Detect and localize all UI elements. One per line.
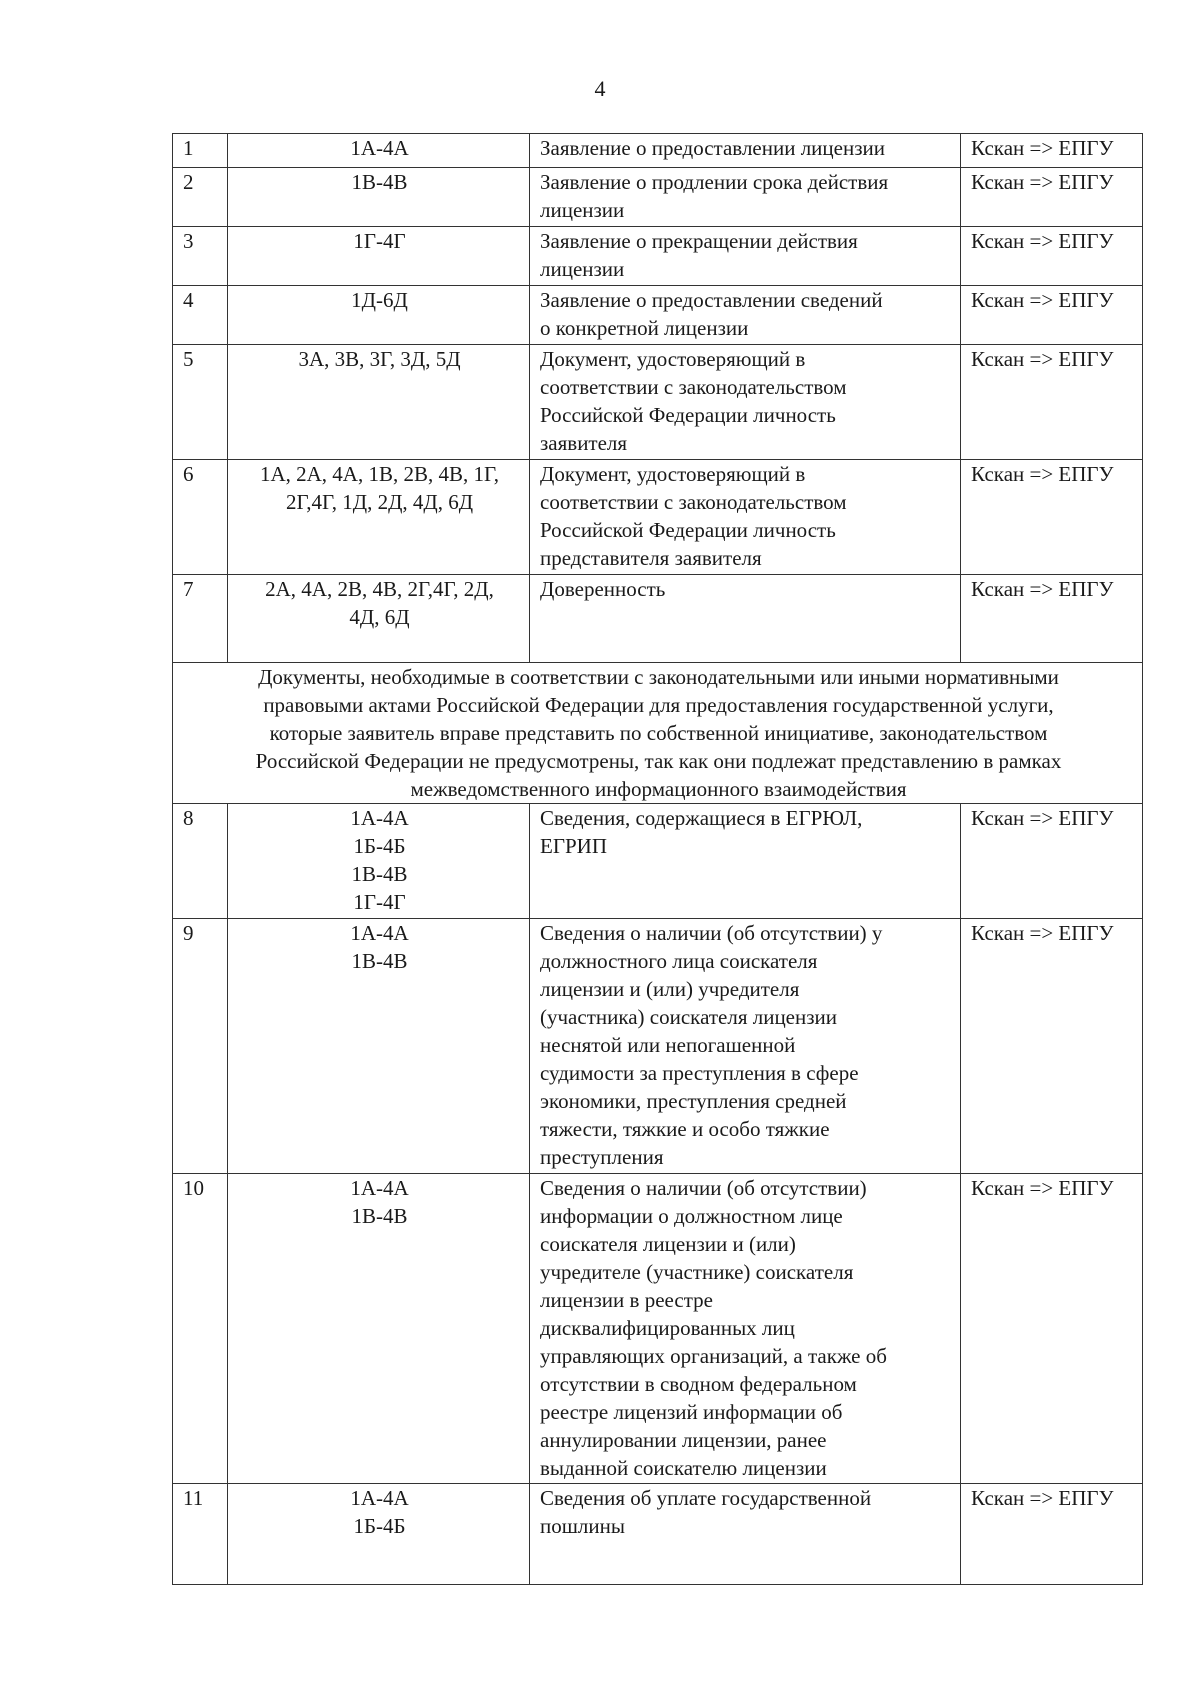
applicable-codes — [228, 345, 530, 460]
document-name — [530, 345, 961, 460]
page-number: 4 — [594, 76, 606, 101]
submission-format: Кскан => ЕПГУ — [961, 460, 1143, 575]
code-line: 1Г-4Г — [353, 890, 406, 914]
table-section — [173, 663, 1143, 804]
submission-format: Кскан => ЕПГУ — [961, 227, 1143, 286]
document-name-line: судимости за преступления в сфере — [540, 1061, 859, 1085]
table-row — [173, 227, 1143, 286]
submission-format: Кскан => ЕПГУ — [961, 919, 1143, 1174]
submission-format: Кскан => ЕПГУ — [961, 1484, 1143, 1585]
document-name — [530, 460, 961, 575]
document-name-line: аннулировании лицензии, ранее — [540, 1428, 827, 1452]
code-line: 1А-4А — [350, 136, 409, 160]
document-name — [530, 227, 961, 286]
document-name-line: лицензии в реестре — [540, 1288, 713, 1312]
document-name-line: о конкретной лицензии — [540, 316, 749, 340]
document-name-line: соответствии с законодательством — [540, 375, 847, 399]
code-line: 1Б-4Б — [353, 1514, 406, 1538]
document-name-line: учредителе (участнике) соискателя — [540, 1260, 854, 1284]
document-name-line: должностного лица соискателя — [540, 949, 818, 973]
row-number: 5 — [173, 345, 228, 460]
document-name-line: представителя заявителя — [540, 546, 762, 570]
document-name-line: неснятой или непогашенной — [540, 1033, 796, 1057]
code-line: 1Г-4Г — [353, 229, 406, 253]
row-number: 10 — [173, 1174, 228, 1484]
document-name — [530, 919, 961, 1174]
applicable-codes — [228, 134, 530, 168]
applicable-codes — [228, 1174, 530, 1484]
table-row — [173, 345, 1143, 460]
code-line: 1А-4А — [350, 1486, 409, 1510]
document-name-line: заявителя — [540, 431, 628, 455]
submission-format: Кскан => ЕПГУ — [961, 286, 1143, 345]
row-number: 11 — [173, 1484, 228, 1585]
applicable-codes — [228, 227, 530, 286]
applicable-codes — [228, 919, 530, 1174]
document-name-line: лицензии — [540, 257, 625, 281]
document-name-line: информации о должностном лице — [540, 1204, 843, 1228]
document-name-line: Российской Федерации личность — [540, 518, 836, 542]
code-line: 2Г,4Г, 1Д, 2Д, 4Д, 6Д — [285, 490, 474, 514]
code-line: 1Б-4Б — [353, 834, 406, 858]
row-number: 8 — [173, 804, 228, 919]
document-name-line: управляющих организаций, а также об — [540, 1344, 887, 1368]
document-name-line: Сведения об уплате государственной — [540, 1486, 872, 1510]
table-row — [173, 286, 1143, 345]
document-name-line: реестре лицензий информации об — [540, 1400, 843, 1424]
table-row — [173, 804, 1143, 919]
table-row — [173, 460, 1143, 575]
applicable-codes — [228, 286, 530, 345]
document-name-line: (участника) соискателя лицензии — [540, 1005, 838, 1029]
code-line: 4Д, 6Д — [349, 605, 410, 629]
section-header — [173, 663, 1143, 804]
applicable-codes — [228, 168, 530, 227]
document-name-line: экономики, преступления средней — [540, 1089, 847, 1113]
document-name — [530, 1174, 961, 1484]
code-line: 1В-4В — [351, 862, 408, 886]
document-name-line: дисквалифицированных лиц — [540, 1316, 795, 1340]
table-row — [173, 575, 1143, 663]
table-row — [173, 1174, 1143, 1484]
document-name — [530, 286, 961, 345]
table-row — [173, 134, 1143, 168]
row-number: 6 — [173, 460, 228, 575]
document-name-line: преступления — [540, 1145, 664, 1169]
document-name-line: Сведения о наличии (об отсутствии) у — [540, 921, 883, 945]
document-name-line: выданной соискателю лицензии — [540, 1456, 827, 1480]
document-name-line: ЕГРИП — [540, 834, 607, 858]
document-name-line: Документ, удостоверяющий в — [540, 347, 806, 371]
submission-format: Кскан => ЕПГУ — [961, 575, 1143, 663]
row-number: 3 — [173, 227, 228, 286]
applicable-codes — [228, 1484, 530, 1585]
applicable-codes — [228, 575, 530, 663]
row-number: 9 — [173, 919, 228, 1174]
section-header-row — [173, 663, 1143, 804]
document-name — [530, 575, 961, 663]
code-line: 1Д-6Д — [351, 288, 408, 312]
document-name-line: Заявление о продлении срока действия — [540, 170, 889, 194]
code-line: 1В-4В — [351, 949, 408, 973]
row-number: 4 — [173, 286, 228, 345]
document-name-line: Заявление о предоставлении сведений — [540, 288, 883, 312]
document-name — [530, 1484, 961, 1585]
code-line: 1А, 2А, 4А, 1В, 2В, 4В, 1Г, — [259, 462, 500, 486]
documents-table — [172, 133, 1143, 1585]
table-row — [173, 168, 1143, 227]
document-name-line: лицензии и (или) учредителя — [540, 977, 800, 1001]
code-line: 1А-4А — [350, 921, 409, 945]
code-line: 2А, 4А, 2В, 4В, 2Г,4Г, 2Д, — [265, 577, 494, 601]
document-name-line: Документ, удостоверяющий в — [540, 462, 806, 486]
submission-format: Кскан => ЕПГУ — [961, 134, 1143, 168]
document-name-line: Заявление о предоставлении лицензии — [540, 136, 885, 160]
section-header-line: Документы, необходимые в соответствии с законодательными или иными нормативными — [258, 665, 1059, 689]
table-body-bottom — [173, 804, 1143, 1585]
section-header-line: межведомственного информационного взаимодействия — [410, 777, 907, 801]
submission-format: Кскан => ЕПГУ — [961, 168, 1143, 227]
row-number: 2 — [173, 168, 228, 227]
document-name — [530, 168, 961, 227]
section-header-line: которые заявитель вправе представить по собственной инициативе, законодательством — [269, 721, 1048, 745]
submission-format: Кскан => ЕПГУ — [961, 804, 1143, 919]
code-line: 1А-4А — [350, 1176, 409, 1200]
applicable-codes — [228, 460, 530, 575]
document-name-line: Сведения о наличии (об отсутствии) — [540, 1176, 867, 1200]
applicable-codes — [228, 804, 530, 919]
code-line: 3А, 3В, 3Г, 3Д, 5Д — [298, 347, 461, 371]
document-name-line: отсутствии в сводном федеральном — [540, 1372, 857, 1396]
row-number: 7 — [173, 575, 228, 663]
document-name-line: Доверенность — [540, 577, 666, 601]
section-header-line: Российской Федерации не предусмотрены, так как они подлежат представлению в рамках — [255, 749, 1062, 773]
section-header-line: правовыми актами Российской Федерации для предоставления государственной услуги, — [263, 693, 1054, 717]
document-name-line: соискателя лицензии и (или) — [540, 1232, 796, 1256]
document-name-line: соответствии с законодательством — [540, 490, 847, 514]
document-name-line: Заявление о прекращении действия — [540, 229, 858, 253]
submission-format: Кскан => ЕПГУ — [961, 1174, 1143, 1484]
table-body-top — [173, 134, 1143, 663]
row-number: 1 — [173, 134, 228, 168]
document-name-line: тяжести, тяжкие и особо тяжкие — [540, 1117, 830, 1141]
code-line: 1В-4В — [351, 1204, 408, 1228]
submission-format: Кскан => ЕПГУ — [961, 345, 1143, 460]
document-name-line: пошлины — [540, 1514, 625, 1538]
code-line: 1В-4В — [351, 170, 408, 194]
document-name-line: Российской Федерации личность — [540, 403, 836, 427]
document-name-line: Сведения, содержащиеся в ЕГРЮЛ, — [540, 806, 863, 830]
document-name — [530, 134, 961, 168]
table-row — [173, 919, 1143, 1174]
document-name — [530, 804, 961, 919]
code-line: 1А-4А — [350, 806, 409, 830]
document-name-line: лицензии — [540, 198, 625, 222]
table-row — [173, 1484, 1143, 1585]
